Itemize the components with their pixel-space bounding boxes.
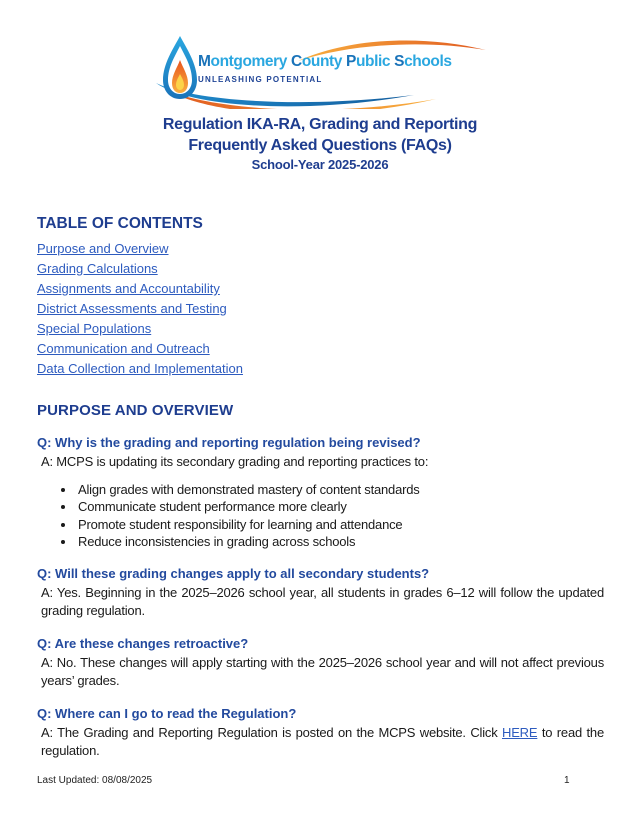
title-line-1: Regulation IKA-RA, Grading and Reporting	[162, 116, 478, 133]
qa-item-4	[37, 705, 604, 761]
list-item: • Communicate student performance more clearly	[76, 498, 604, 516]
toc-link-purpose-and-overview[interactable]: Purpose and Overview	[37, 241, 169, 256]
answer	[37, 724, 604, 761]
list-item: • Reduce inconsistencies in grading across schools	[76, 533, 604, 551]
logo-text	[198, 52, 452, 84]
question: Q: Will these grading changes apply to all secondary students?	[37, 565, 430, 581]
toc-link-district-assessments-testing[interactable]: District Assessments and Testing	[37, 301, 227, 316]
table-of-contents	[37, 239, 604, 379]
qa-item-2	[37, 565, 604, 621]
title-line-3: School-Year 2025-2026	[251, 157, 389, 172]
answer: A: Yes. Beginning in the 2025–2026 school year, all students in grades 6–12 will follow the updated grading regulation.	[41, 584, 604, 618]
last-updated: Last Updated: 08/08/2025	[37, 775, 153, 786]
list-item: • Promote student responsibility for learning and attendance	[76, 516, 604, 534]
toc-link-data-collection-implementation[interactable]: Data Collection and Implementation	[37, 361, 243, 376]
question: Q: Why is the grading and reporting regulation being revised?	[37, 435, 421, 450]
logo-wordmark: Montgomery County Public Schools	[198, 53, 452, 70]
qa-item-3	[37, 635, 604, 691]
title-line-2: Frequently Asked Questions (FAQs)	[188, 137, 452, 154]
answer-text-before: A: The Grading and Reporting Regulation is posted on the MCPS website. Click	[41, 724, 503, 740]
regulation-here-link[interactable]: HERE	[502, 724, 538, 740]
footer	[37, 775, 604, 786]
toc-link-communication-outreach[interactable]: Communication and Outreach	[37, 341, 210, 356]
logo-word-montgomery: M	[198, 53, 211, 70]
question: Q: Are these changes retroactive?	[37, 635, 249, 651]
question: Q: Where can I go to read the Regulation?	[37, 705, 297, 721]
logo-word-county: C	[291, 53, 302, 70]
page-number: 1	[564, 775, 570, 786]
toc-link-assignments-accountability[interactable]: Assignments and Accountability	[37, 281, 220, 296]
toc-heading: TABLE OF CONTENTS	[37, 215, 203, 232]
logo-word-schools: S	[394, 53, 405, 70]
qa-item-1	[37, 434, 604, 551]
document-content	[0, 215, 640, 761]
bottom-swoosh-icon	[156, 83, 436, 109]
toc-link-special-populations[interactable]: Special Populations	[37, 321, 152, 336]
answer-text-after: to read the regulation.	[41, 724, 604, 758]
toc-link-grading-calculations[interactable]: Grading Calculations	[37, 261, 158, 276]
logo-word-public: P	[346, 53, 356, 70]
answer: A: MCPS is updating its secondary grading and reporting practices to:	[41, 454, 429, 469]
answer: A: No. These changes will apply starting with the 2025–2026 school year and will not affect previous years’ grades.	[41, 654, 604, 688]
list-item: • Align grades with demonstrated mastery of content standards	[76, 481, 604, 499]
flame-icon	[163, 36, 197, 99]
logo-tagline: UNLEASHING POTENTIAL	[198, 75, 323, 84]
bullet-list	[37, 481, 604, 551]
mcps-logo	[152, 33, 488, 109]
section-heading-purpose-overview: PURPOSE AND OVERVIEW	[37, 402, 234, 419]
